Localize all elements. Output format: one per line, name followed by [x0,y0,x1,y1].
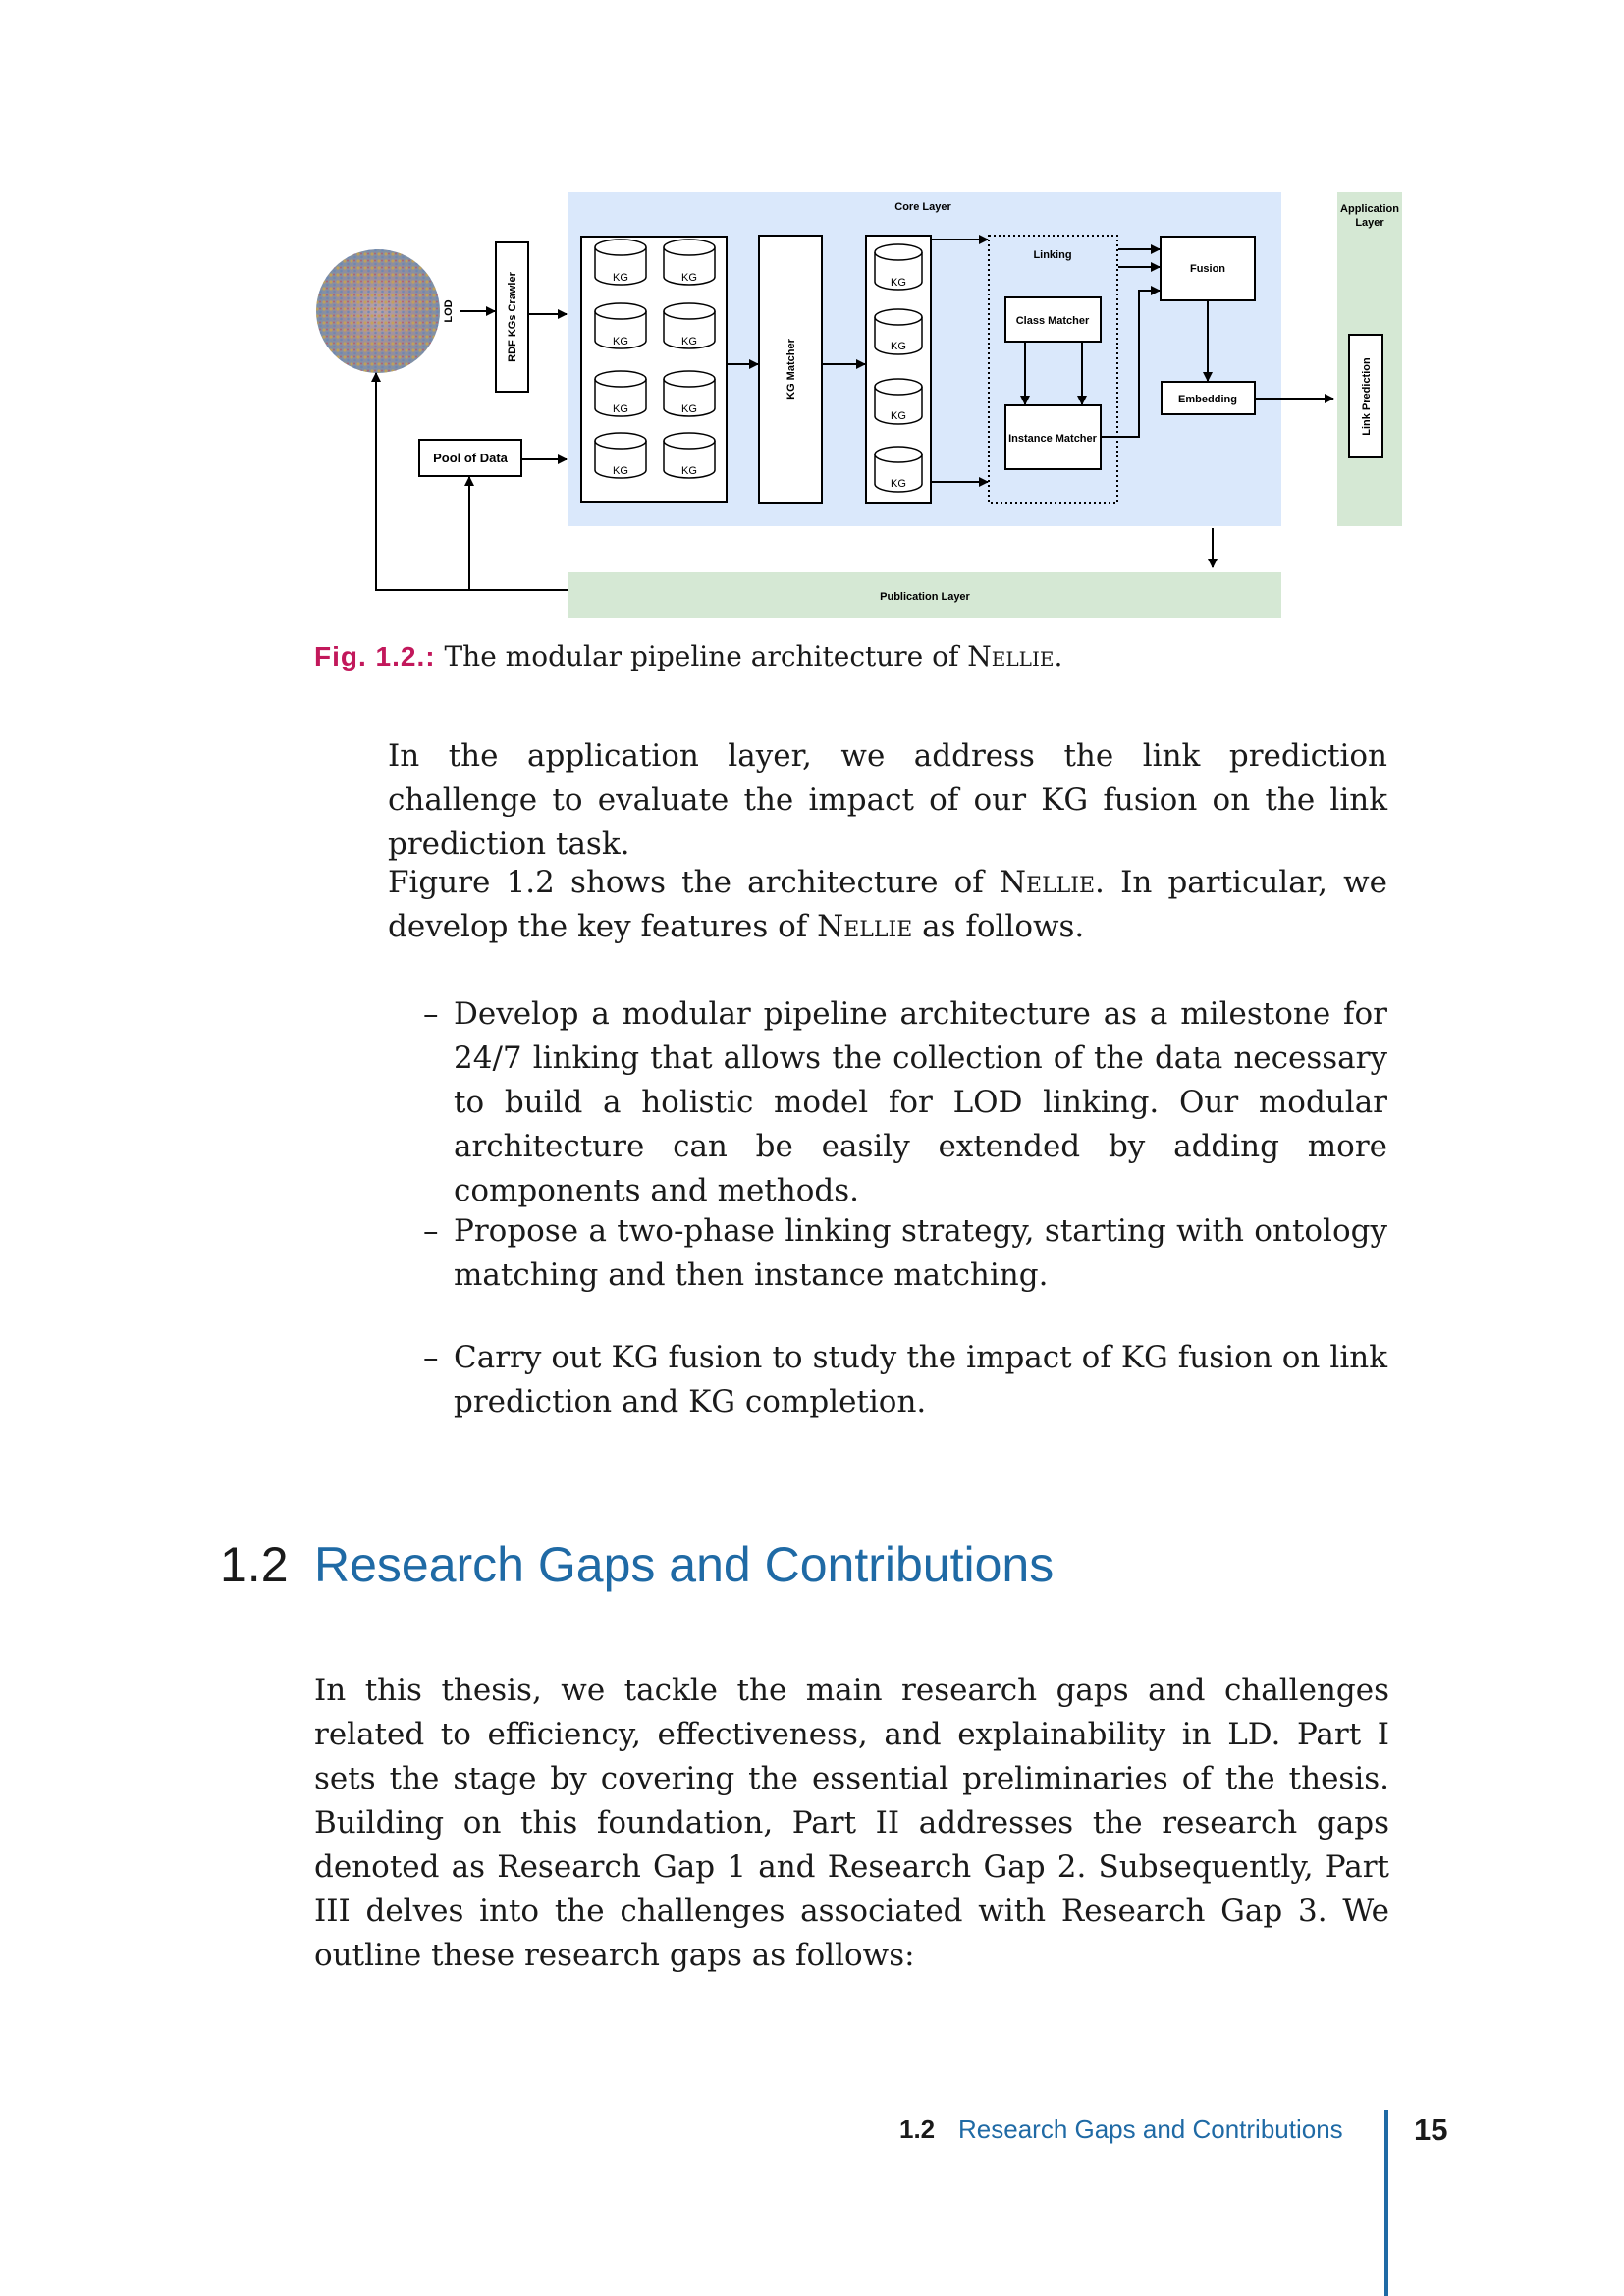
lod-label: LOD [443,299,455,323]
bullet-item-2: Propose a two-phase linking strategy, starting with ontology matching and then instance matching. [454,1213,1387,1293]
page-number: 15 [1414,2112,1448,2147]
bullet-dash: – [423,1340,439,1375]
bullet-item-3: Carry out KG fusion to study the impact of KG fusion on link prediction and KG completion. [454,1340,1387,1419]
figure-caption [314,640,1062,672]
kg-label: KG [891,478,906,490]
p2-a: Figure 1.2 shows the architecture of [388,865,984,900]
embedding-label: Embedding [1178,394,1237,405]
kg-label: KG [681,403,697,415]
footer-rule [1384,2110,1388,2296]
kg-label: KG [681,465,697,477]
bullet-dash: – [423,996,439,1032]
lod-cloud-image [316,249,440,373]
application-layer-label-2: Layer [1355,217,1384,229]
kg-label: KG [613,403,628,415]
paragraph-architecture [388,861,1387,949]
figure-caption-text: The modular pipeline architecture of [444,640,959,672]
rdf-kgs-crawler-label: RDF KGs Crawler [507,272,518,362]
footer-section-number: 1.2 [899,2114,936,2144]
footer-section-title: Research Gaps and Contributions [958,2114,1343,2144]
core-layer-label: Core Layer [894,201,951,213]
kg-label: KG [613,465,628,477]
instance-matcher-label: Instance Matcher [1008,433,1097,445]
p2-name-1: Nellie [999,865,1096,900]
figure-caption-label: Fig. 1.2.: [314,641,436,671]
figure-caption-end: . [1054,640,1063,672]
figure-caption-name: Nellie [967,640,1055,672]
link-prediction-label: Link Prediction [1361,357,1373,436]
publication-layer-label: Publication Layer [880,591,970,603]
kg-label: KG [613,272,628,284]
architecture-diagram [295,177,1424,628]
p2-name-2: Nellie [817,909,913,944]
kg-label: KG [891,341,906,352]
paragraph-application-layer: In the application layer, we address the link prediction challenge to evaluate the impact of our KG fusion on the link prediction task. [388,738,1387,862]
kg-label: KG [891,410,906,422]
section-number: 1.2 [220,1537,289,1592]
paragraph-research-gaps: In this thesis, we tackle the main research gaps and challenges related to efficiency, effectiveness, and explainability in LD. Part I sets the stage by covering the essential preliminaries of the thesis. Building on this foundation, Part II addresses the research gaps denoted as Research Gap 1 and Research Gap 2. Subsequently, Part III delves into the challenges associated with Research Gap 3. We outline these research gaps as follows: [314,1673,1389,1973]
kg-label: KG [891,277,906,289]
fusion-label: Fusion [1189,263,1226,275]
kg-label: KG [681,272,697,284]
kg-matcher-label: KG Matcher [785,339,797,400]
class-matcher-label: Class Matcher [1015,315,1090,327]
kg-label: KG [681,336,697,347]
pool-of-data-label: Pool of Data [433,451,508,465]
section-title: Research Gaps and Contributions [314,1537,1055,1592]
p2-b: . In particular, we develop the key features of [388,865,1387,944]
application-layer-label-1: Application [1340,203,1399,215]
linking-label: Linking [1033,249,1072,261]
p2-c: as follows. [922,909,1085,944]
kg-label: KG [613,336,628,347]
bullet-item-1: Develop a modular pipeline architecture as a milestone for 24/7 linking that allows the collection of the data necessary to build a holistic model for LOD linking. Our modular architecture can be easily extended by adding more components and methods. [454,996,1387,1208]
bullet-dash: – [423,1213,439,1249]
